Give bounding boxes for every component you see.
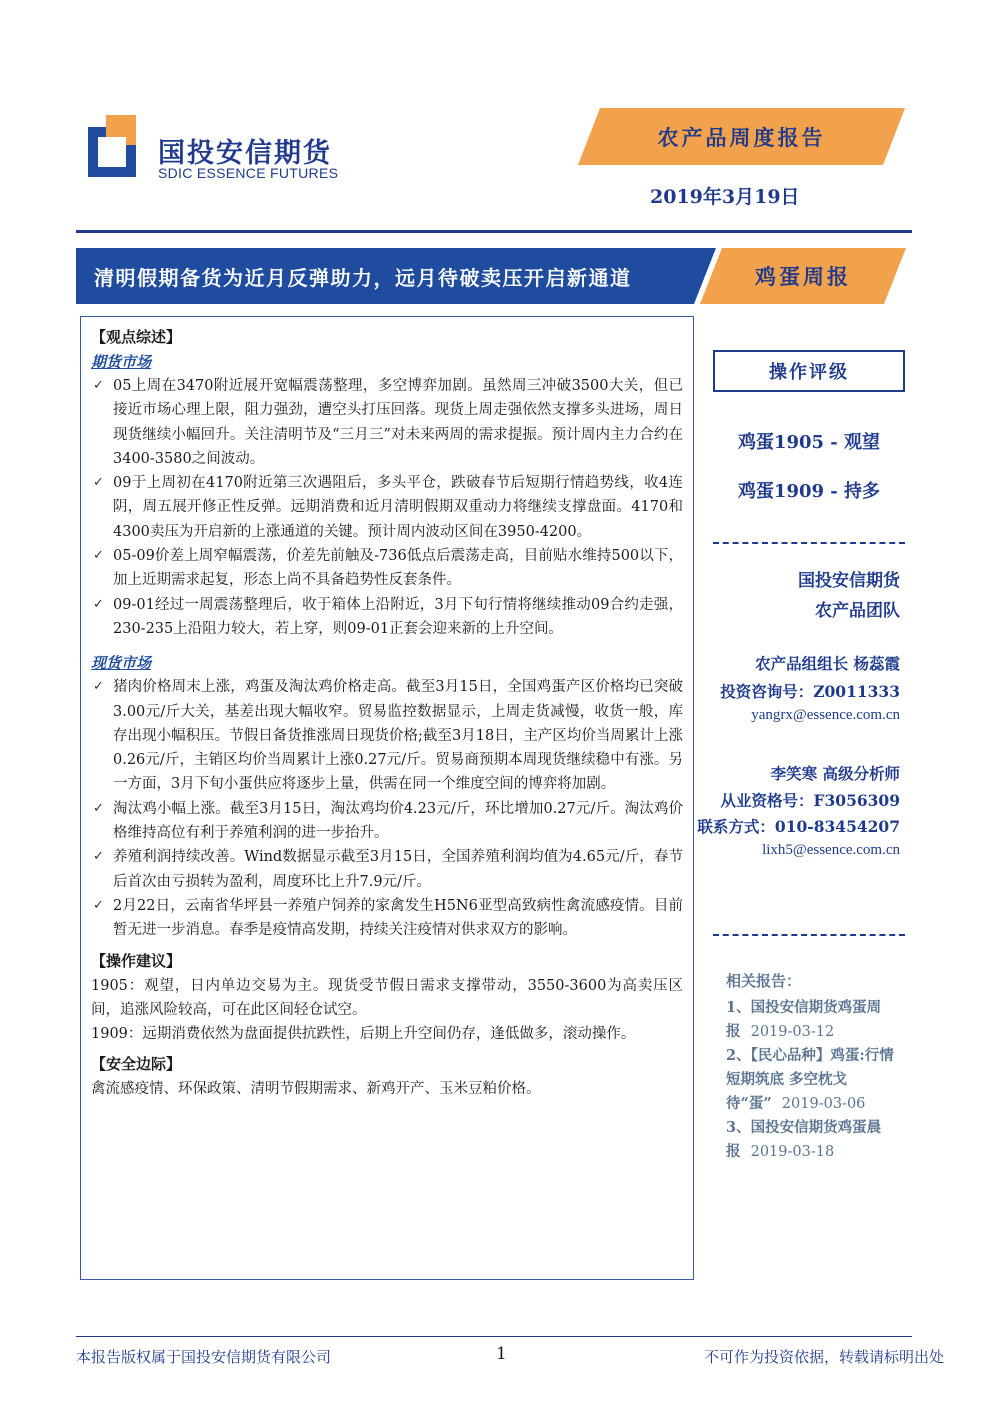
list-item: ✓ 2月22日，云南省华坪县一养殖户饲养的家禽发生H5N6亚型高致病性禽流感疫情。目前暂无进一步消息。春季是疫情高发期，持续关注疫情对供求双方的影响。 [91,894,683,943]
analyst1-license: 投资咨询号：Z0011333 [720,682,900,701]
company-logo [88,115,339,185]
footer-disclaimer: 不可作为投资依据，转载请标明出处 [703,1348,944,1366]
report-tag-banner [700,248,906,304]
footer-divider [76,1336,912,1337]
futures-heading: 期货市场 [91,353,152,371]
advice-1905: 1905：观望，日内单边交易为主。现货受节假日需求支撑带动，3550-3600为高卖压区间，追涨风险较高，可在此区间轻仓试空。 [91,977,683,1018]
org-name: 国投安信期货 [798,571,900,591]
analyst1-email[interactable]: yangrx@essence.com.cn [751,707,900,723]
list-item: ✓ 养殖利润持续改善。Wind数据显示截至3月15日，全国养殖利润均值为4.65元/斤，春节后首次由亏损转为盈利，周度环比上升7.9元/斤。 [91,845,683,894]
related-reports-list [726,996,906,1164]
report-type-label: 农产品周度报告 [657,124,826,150]
footer-copyright: 本报告版权属于国投安信期货有限公司 [76,1348,332,1366]
report-title: 清明假期备货为近月反弹助力，远月待破卖压开启新通道 [94,265,632,290]
advice-1909: 1909：远期消费依然为盘面提供抗跌性，后期上升空间仍存，逢低做多，滚动操作。 [91,1026,636,1043]
list-item: ✓ 淘汰鸡小幅上涨。截至3月15日，淘汰鸡均价4.23元/斤，环比增加0.27元/斤。淘汰鸡价格维持高位有利于养殖利润的进一步抬升。 [91,797,683,846]
list-item: ✓ 09-01经过一周震荡整理后，收于箱体上沿附近，3月下旬行情将继续推动09合约走强，230-235上沿阻力较大，若上穿，则09-01正套会迎来新的上升空间。 [91,593,683,642]
advice-heading: 【操作建议】 [91,951,182,970]
summary-heading: 【观点综述】 [91,328,182,346]
checkmark-icon: ✓ [93,378,104,393]
list-item: ✓ 09于上周初在4170附近第三次遇阻后，多头平仓，跌破春节后短期行情趋势线，收4连阴，周五展开修正性反弹。远期消费和近月清明假期双重动力将继续支撑盘面。4170和4300卖压为开启新的上涨通道的关键。预计周内波动区间在3950-4200。 [91,471,683,544]
dashed-divider [713,542,905,544]
analyst2-phone: 联系方式：010-83454207 [697,817,900,836]
header-divider [76,230,912,233]
analyst2-email[interactable]: lixh5@essence.com.cn [762,842,900,858]
safety-heading: 【安全边际】 [91,1055,182,1074]
checkmark-icon: ✓ [93,548,104,564]
checkmark-icon: ✓ [93,596,104,612]
rating-1905: 鸡蛋1905 - 观望 [737,432,881,453]
list-item: ✓ 猪肉价格周末上涨，鸡蛋及淘汰鸡价格走高。截至3月15日，全国鸡蛋产区价格均已突破3.00元/斤大关，基差出现大幅收窄。贸易监控数据显示，上周走货减慢，收货一般，库存出现小幅积压。节假日备货推涨周日现货价格;截至3月18日，主产区均价当周累计上涨0.26元/斤，主销区均价当周累计上涨0.27元/斤。贸易商预期本周现货继续稳中有涨。另一方面，3月下旬小蛋供应将逐步上量，供需在同一个维度空间的博弈将加剧。 [91,675,683,796]
related-report-item[interactable]: 3、国投安信期货鸡蛋晨报 2019-03-18 [726,1119,882,1160]
report-date: 2019年3月19日 [650,186,800,208]
spot-heading: 现货市场 [91,654,152,673]
report-type-banner [578,108,905,165]
related-reports-heading: 相关报告： [726,972,802,990]
related-report-item[interactable]: 2、【民心品种】鸡蛋:行情短期筑底 多空枕戈待“蛋” 2019-03-06 [726,1047,894,1112]
checkmark-icon: ✓ [93,897,104,913]
checkmark-icon: ✓ [93,800,104,816]
safety-text: 禽流感疫情、环保政策、清明节假期需求、新鸡开产、玉米豆粕价格。 [91,1081,541,1098]
team-name: 农产品团队 [815,601,900,621]
report-title-banner [76,248,716,304]
logo-text-cn: 国投安信期货 [158,138,332,169]
checkmark-icon: ✓ [93,475,104,491]
list-item: ✓ 05-09价差上周窄幅震荡，价差先前触及-736低点后震荡走高，目前贴水维持500以下，加上近期需求起复，形态上尚不具备趋势性反套条件。 [91,544,683,593]
rating-heading: 操作评级 [713,350,905,392]
analyst2-license: 从业资格号：F3056309 [720,791,900,810]
logo-text-en: SDIC ESSENCE FUTURES [158,165,339,181]
main-content-box [80,316,694,1280]
checkmark-icon: ✓ [93,849,104,865]
page-number: 1 [496,1344,507,1364]
related-report-item[interactable]: 1、国投安信期货鸡蛋周报 2019-03-12 [726,999,882,1040]
checkmark-icon: ✓ [93,679,104,695]
logo-mark-icon [88,115,136,177]
analyst2-title: 李笑寒 高级分析师 [770,764,900,783]
report-tag: 鸡蛋周报 [755,264,851,289]
list-item: ✓ 05上周在3470附近展开宽幅震荡整理，多空博弈加剧。虽然周三冲破3500大关，但已接近市场心理上限，阻力强劲，遭空头打压回落。现货上周走强依然支撑多头进场，周日现货继续小幅回升。关注清明节及“三月三”对未来两周的需求提振。预计周内主力合约在3400-3580之间波动。 [91,374,683,471]
dashed-divider [713,934,905,936]
rating-1909: 鸡蛋1909 - 持多 [737,481,881,502]
analyst1-title: 农产品组组长 杨蕊霞 [755,654,900,673]
